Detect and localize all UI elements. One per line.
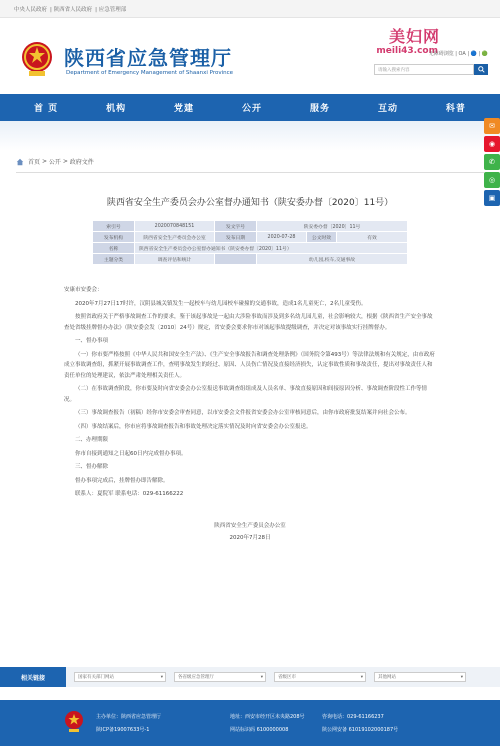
meta-value: 2020-07-28: [257, 232, 307, 243]
related-select-cities[interactable]: [274, 672, 366, 682]
table-row: [93, 254, 408, 265]
related-links-label: 相关链接: [0, 667, 66, 687]
meta-key: 发布日期: [215, 232, 257, 243]
chevron-down-icon: ▾: [460, 674, 463, 680]
paragraph: （三）事故调查报告（初稿）经你市安委会审查同意，以市安委会文件报省安委会办公室审核同意后，由你市政府批复结案并向社会公布。: [75, 410, 411, 416]
section-heading: 二、办理期限: [75, 437, 109, 443]
nav-science[interactable]: 科普: [445, 104, 466, 114]
contact-line: 联系人：夏院军 联系电话：029-61166222: [75, 491, 184, 497]
chevron-down-icon: ▾: [160, 674, 163, 680]
table-row: [93, 221, 408, 232]
footer-col-1: [96, 711, 161, 737]
top-links: 中央人民政府 | 陕西省人民政府 | 应急管理部: [14, 6, 127, 13]
document-title: 陕西省安全生产委员会办公室督办通知书（陕安委办督〔2020〕11号）: [106, 198, 394, 208]
related-select-provincial[interactable]: [174, 672, 266, 682]
paragraph: 你市自接到通知之日起60日内完成督办事项。: [75, 450, 187, 457]
share-sidebar: [484, 118, 500, 208]
paragraph: 2020年7月27日17时许，汉阴县城关镇发生一起校车与幼儿园校车碰撞的交通事故，造成1名儿童死亡，2名儿童受伤。: [75, 300, 367, 307]
chevron-down-icon: ▾: [260, 674, 263, 680]
meta-value: 调查评估和统计: [135, 254, 215, 265]
footer-col-3: [322, 711, 398, 737]
meta-key: 公文时效: [307, 232, 337, 243]
wechat-icon[interactable]: ✆: [484, 154, 500, 170]
meta-key: 索引号: [93, 221, 135, 232]
national-emblem-icon: [20, 40, 54, 80]
signature-block: [0, 520, 500, 544]
site-footer: [0, 700, 500, 746]
select-value: 各省级应急管理厅: [178, 675, 214, 680]
main-nav: [0, 94, 500, 121]
footer-site-code: 网站标识码 6100000008: [230, 727, 289, 733]
nav-home[interactable]: 首 页: [33, 104, 59, 114]
chevron-down-icon: ▾: [360, 674, 363, 680]
breadcrumb-home[interactable]: 首页: [28, 159, 41, 166]
meta-value: 陕安委办督〔2020〕11号: [257, 221, 408, 232]
top-bar: [0, 0, 500, 18]
document-body: [64, 285, 436, 500]
select-value: 省级区市: [278, 675, 296, 680]
related-select-other[interactable]: [374, 672, 466, 682]
breadcrumb: [16, 151, 484, 173]
table-row: [93, 243, 408, 254]
header-band: [0, 121, 500, 151]
meta-key: 名称: [93, 243, 135, 254]
select-value: 其他网站: [378, 675, 396, 680]
meta-key: 主题分类: [93, 254, 135, 265]
nav-public[interactable]: 公开: [242, 104, 263, 114]
footer-col-2: [230, 711, 305, 737]
paragraph: 按照省政府关于严格事故调查工作的要求，鉴于该起事故是一起由大涉险事故而涉及到多名幼儿园儿童，社会影响较大，根据《陕西省生产安全事故查处省级挂牌督办办法》（陕安委会发〔2010〕24号）规定，省安委会要求你市对该起事故提级调查，并决定对该事故实行挂牌督办。: [64, 314, 433, 331]
nav-service[interactable]: 服务: [309, 104, 330, 114]
select-value: 国家有关部门网站: [78, 675, 114, 680]
paragraph: （四）事故结案后，你市应将事故调查报告和事故处理决定落实情况及时向省安委会办公室报送。: [75, 423, 312, 430]
breadcrumb-sep: >: [62, 158, 68, 165]
top-link-mem[interactable]: 应急管理部: [98, 6, 127, 13]
paragraph: 督办事项完成后，挂牌督办即告解除。: [75, 477, 169, 484]
nav-interaction[interactable]: 互动: [377, 104, 398, 114]
sign-org: 陕西省安全生产委员会办公室: [214, 522, 286, 529]
search-input[interactable]: 请输入搜索内容: [374, 64, 474, 75]
header-tools: [358, 50, 488, 75]
footer-emblem-icon: [64, 710, 84, 734]
section-heading: 一、督办事项: [75, 338, 109, 344]
related-select-national[interactable]: [74, 672, 166, 682]
sign-date: 2020年7月28日: [229, 534, 271, 541]
footer-icp[interactable]: 陕ICP备19007633号-1: [96, 727, 150, 733]
home-icon: [16, 158, 24, 166]
site-title[interactable]: 陕西省应急管理厅: [64, 46, 232, 70]
watermark-url: meili43.com: [376, 46, 438, 56]
breadcrumb-sep: >: [41, 158, 47, 165]
wechat-moments-icon[interactable]: ◎: [484, 172, 500, 188]
breadcrumb-public[interactable]: 公开: [48, 159, 61, 166]
meta-key: 发文字号: [215, 221, 257, 232]
table-row: [93, 232, 408, 243]
meta-value: 陕西省安全生产委员会办公室: [135, 232, 215, 243]
watermark-logo: 美妇网: [388, 27, 440, 46]
header-links[interactable]: 无障碍浏览 | OA | 🔵 | 🟢: [428, 51, 488, 57]
site-header: [0, 18, 500, 94]
meta-value: 2020070848151: [135, 221, 215, 232]
paragraph: （一）你市要严格按照《中华人民共和国安全生产法》、《生产安全事故报告和调查处理条例》（国务院令第493号）等法律法规和有关规定，由市政府成立事故调查组，抓紧开展事故调查工作，查明事故发生的经过、原因、人员伤亡情况及直接经济损失，认定事故性质和事故责任，提出对事故责任人和责任单位的处理建议，依法严肃处理相关责任人。: [64, 351, 435, 379]
section-heading: 三、督办解除: [75, 464, 109, 470]
search-button[interactable]: [474, 64, 488, 75]
footer-police[interactable]: 陕公网安备 61019102000187号: [322, 727, 399, 733]
search-bar: [358, 64, 488, 75]
footer-address: 地址：西安市经开区未央路208号: [230, 714, 305, 720]
footer-phone: 咨询电话：029-61166237: [322, 714, 384, 720]
search-icon: [478, 66, 485, 73]
meta-value: 陕西省安全生产委员会办公室督办通知书（陕安委办督〔2020〕11号）: [135, 243, 408, 254]
meta-value: 幼儿园,校车,交通事故: [257, 254, 408, 265]
site-subtitle: Department of Emergency Management of Shaanxi Province: [66, 70, 234, 76]
nav-organization[interactable]: 机构: [106, 104, 127, 114]
salutation: 安康市安委会：: [64, 287, 103, 293]
document-meta-table: [92, 220, 408, 265]
related-links-bar: [0, 667, 500, 687]
paragraph: （二）在事故调查阶段，你市要及时向省安委会办公室报送事故调查组组成及人员名单、事故直接原因和间接原因分析、事故调查阶段性工作等情况。: [64, 386, 428, 403]
meta-key: 发布机构: [93, 232, 135, 243]
share-icon[interactable]: ✉: [484, 118, 500, 134]
weibo-icon[interactable]: ◉: [484, 136, 500, 152]
mini-app-icon[interactable]: ▣: [484, 190, 500, 206]
top-link-province-gov[interactable]: 陕西省人民政府: [53, 6, 93, 13]
breadcrumb-gov-docs[interactable]: 政府文件: [69, 159, 94, 166]
top-link-central-gov[interactable]: 中央人民政府: [14, 6, 48, 13]
footer-sponsor: 主办单位：陕西省应急管理厅: [96, 714, 162, 720]
meta-key: [215, 254, 257, 265]
meta-value: 有效: [337, 232, 408, 243]
nav-party[interactable]: 党建: [174, 104, 195, 114]
